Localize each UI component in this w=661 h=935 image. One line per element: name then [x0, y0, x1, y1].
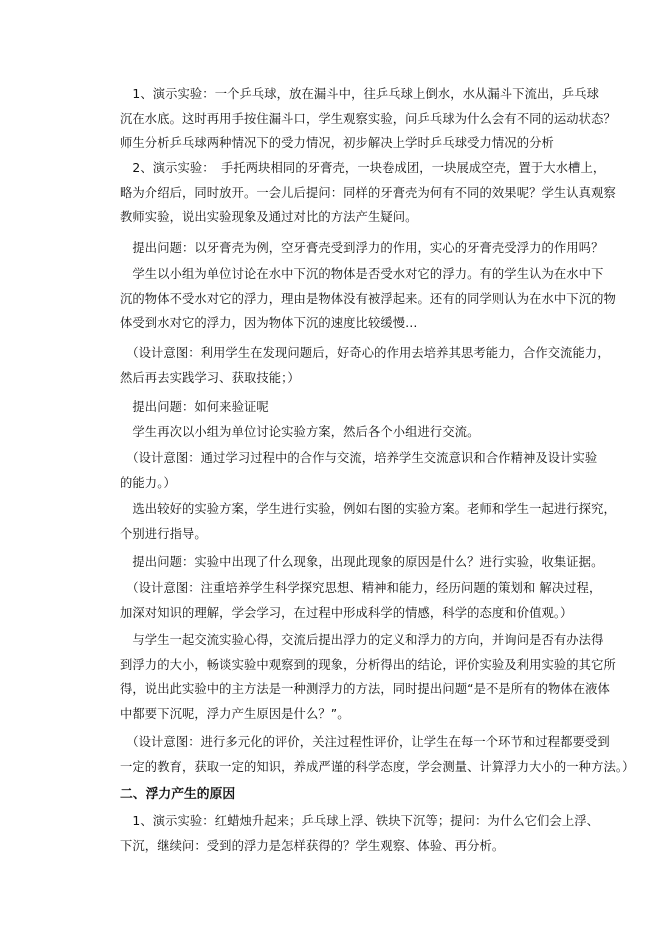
paragraph-group-discussion [120, 262, 616, 336]
text-line: 沉在水底。这时再用手按住漏斗口，学生观察实验，问乒乓球为什么会有不同的运动状态？ [120, 111, 616, 126]
text-line: 的能力。） [120, 475, 176, 490]
text-line: 1、演示实验：红蜡烛升起来；乒乓球上浮、铁块下沉等；提问：为什么它们会上浮、 [120, 814, 600, 828]
text-line: 体受到水对它的浮力，因为物体下沉的速度比较缓慢… [120, 316, 418, 330]
text-line: 沉的物体不受水对它的浮力，理由是物体没有被浮起来。还有的同学则认为在水中下沉的物 [120, 291, 616, 306]
paragraph-question-1 [120, 236, 604, 261]
paragraph-question-2 [120, 395, 572, 420]
text-line: 提出问题：实验中出现了什么现象，出现此现象的原因是什么？进行实验，收集证据。 [120, 555, 604, 569]
text-line: 学生以小组为单位讨论在水中下沉的物体是否受水对它的浮力。有的学生认为在水中下 [120, 267, 604, 281]
paragraph-exchange-experience [120, 628, 616, 726]
text-line: 提出问题：如何来验证呢 [120, 400, 269, 414]
text-line: 然后再去实践学习、获取技能；） [120, 370, 300, 385]
paragraph-demo-candle [120, 809, 600, 858]
text-line: （设计意图：通过学习过程中的合作与交流，培养学生交流意识和合作精神及设计实验 [120, 451, 598, 465]
text-line: 到浮力的大小，畅谈实验中观察到的现象，分析得出的结论，评价实验及利用实验的其它所 [120, 657, 616, 672]
paragraph-design-intent-4 [120, 730, 635, 779]
paragraph-design-intent-1 [120, 341, 610, 390]
text-line: 2、演示实验： 手托两块相同的牙膏壳，一块卷成团，一块展成空壳，置于大水槽上， [120, 161, 606, 175]
text-line: 与学生一起交流实验心得，交流后提出浮力的定义和浮力的方向，并询问是否有办法得 [120, 633, 604, 647]
paragraph-group-plan [120, 420, 572, 445]
paragraph-question-3 [120, 550, 604, 575]
paragraph-demo-toothpaste [120, 156, 616, 230]
text-line: 个别进行指导。 [120, 526, 207, 541]
paragraph-design-intent-2 [120, 446, 598, 495]
text-line: （设计意图：进行多元化的评价，关注过程性评价，让学生在每一个环节和过程都要受到 [120, 735, 610, 749]
text-line: 下沉，继续问：受到的浮力是怎样获得的？学生观察、体验、再分析。 [120, 838, 505, 853]
text-line: （设计意图：注重培养学生科学探究思想、精神和能力，经历问题的策划和 解决过程， [120, 581, 602, 595]
text-line: 师生分析乒乓球两种情况下的受力情况，初步解决上学时乒乓球受力情况的分析 [120, 136, 554, 150]
text-line: 略为介绍后，同时放开。一会儿后提问：同样的牙膏壳为何有不同的效果呢？学生认真观察 [120, 185, 616, 200]
text-line: 选出较好的实验方案，学生进行实验，例如右图的实验方案。老师和学生一起进行探究， [120, 502, 616, 516]
text-line: 中都要下沉呢，浮力产生原因是什么？”。 [120, 706, 350, 721]
text-line: （设计意图：利用学生在发现问题后，好奇心的作用去培养其思考能力，合作交流能力， [120, 346, 610, 360]
paragraph-demo-ping-pong [120, 82, 616, 156]
paragraph-design-intent-3 [120, 576, 602, 625]
text-line: 提出问题：以牙膏壳为例，空牙膏壳受到浮力的作用，实心的牙膏壳受浮力的作用吗？ [120, 241, 604, 255]
text-line: 学生再次以小组为单位讨论实验方案，然后各个小组进行交流。 [120, 425, 480, 439]
text-line: 得，说出此实验中的主方法是一种测浮力的方法，同时提出问题“是不是所有的物体在液体 [120, 682, 610, 696]
paragraph-select-plan [120, 497, 616, 546]
text-line: 加深对知识的理解，学会学习，在过程中形成科学的情感，科学的态度和价值观。） [120, 605, 573, 620]
text-line: 1、演示实验：一个乒乓球，放在漏斗中，往乒乓球上倒水，水从漏斗下流出，乒乓球 [120, 87, 600, 101]
text-line: 一定的教育，获取一定的知识，养成严谨的科学态度，学会测量、计算浮力大小的一种方法。） [120, 759, 635, 774]
section-heading: 二、浮力产生的原因 [120, 787, 236, 802]
text-line: 教师实验，说出实验现象及通过对比的方法产生疑问。 [120, 210, 418, 224]
